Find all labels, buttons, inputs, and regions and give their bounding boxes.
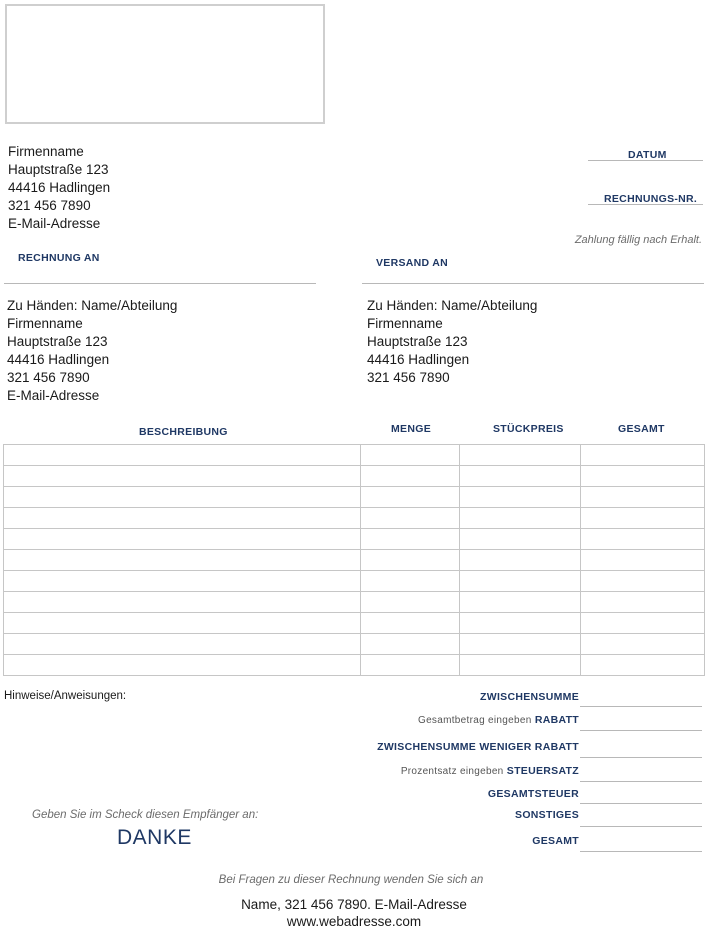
item-cell-quantity[interactable] bbox=[361, 466, 460, 487]
other-label: SONSTIGES bbox=[515, 809, 579, 821]
sender-city: 44416 Hadlingen bbox=[8, 180, 111, 195]
table-row bbox=[4, 592, 705, 613]
item-cell-unit-price[interactable] bbox=[460, 655, 581, 676]
subtotal-label: ZWISCHENSUMME bbox=[480, 691, 579, 703]
column-header-quantity: MENGE bbox=[391, 423, 432, 435]
item-cell-total[interactable] bbox=[581, 571, 705, 592]
logo-placeholder bbox=[5, 4, 325, 124]
subtotal-field-line[interactable] bbox=[580, 706, 702, 707]
subtotal-less-discount-field-line[interactable] bbox=[580, 757, 702, 758]
item-cell-quantity[interactable] bbox=[361, 550, 460, 571]
item-cell-total[interactable] bbox=[581, 529, 705, 550]
table-row bbox=[4, 529, 705, 550]
bill-to-heading: RECHNUNG AN bbox=[18, 252, 100, 264]
item-cell-quantity[interactable] bbox=[361, 487, 460, 508]
bill-to-address bbox=[7, 297, 177, 405]
ship-to-attention: Zu Händen: Name/Abteilung bbox=[367, 298, 538, 313]
items-table bbox=[3, 444, 705, 676]
discount-hint: Gesamtbetrag eingeben bbox=[417, 715, 532, 726]
item-cell-quantity[interactable] bbox=[361, 571, 460, 592]
table-row bbox=[4, 571, 705, 592]
item-cell-description[interactable] bbox=[4, 655, 361, 676]
item-cell-total[interactable] bbox=[581, 613, 705, 634]
item-cell-description[interactable] bbox=[4, 613, 361, 634]
notes-label: Hinweise/Anweisungen: bbox=[4, 690, 127, 702]
item-cell-description[interactable] bbox=[4, 592, 361, 613]
item-cell-total[interactable] bbox=[581, 655, 705, 676]
subtotal-less-discount-label: ZWISCHENSUMME WENIGER RABATT bbox=[377, 741, 579, 753]
table-row bbox=[4, 550, 705, 571]
footer-website[interactable]: www.webadresse.com bbox=[286, 914, 422, 929]
item-cell-unit-price[interactable] bbox=[460, 571, 581, 592]
bill-to-email: E-Mail-Adresse bbox=[7, 388, 100, 403]
item-cell-unit-price[interactable] bbox=[460, 592, 581, 613]
item-cell-unit-price[interactable] bbox=[460, 634, 581, 655]
ship-to-city: 44416 Hadlingen bbox=[367, 352, 470, 367]
table-row bbox=[4, 466, 705, 487]
discount-row bbox=[418, 714, 579, 726]
invoice-number-label: RECHNUNGS-NR. bbox=[604, 193, 698, 205]
item-cell-quantity[interactable] bbox=[361, 445, 460, 466]
ship-to-heading: VERSAND AN bbox=[376, 257, 449, 269]
tax-rate-label: STEUERSATZ bbox=[506, 765, 579, 777]
item-cell-quantity[interactable] bbox=[361, 655, 460, 676]
grand-total-field-line[interactable] bbox=[580, 851, 702, 852]
item-cell-description[interactable] bbox=[4, 550, 361, 571]
table-row bbox=[4, 508, 705, 529]
column-header-total: GESAMT bbox=[618, 423, 665, 435]
item-cell-description[interactable] bbox=[4, 571, 361, 592]
table-row bbox=[4, 445, 705, 466]
bill-to-company: Firmenname bbox=[7, 316, 83, 331]
invoice-number-field-line[interactable] bbox=[588, 204, 703, 205]
date-label: DATUM bbox=[628, 149, 667, 161]
discount-label: RABATT bbox=[534, 714, 579, 726]
bill-to-divider bbox=[4, 283, 316, 284]
item-cell-total[interactable] bbox=[581, 445, 705, 466]
bill-to-city: 44416 Hadlingen bbox=[7, 352, 110, 367]
item-cell-unit-price[interactable] bbox=[460, 508, 581, 529]
ship-to-address bbox=[367, 297, 537, 387]
payment-terms: Zahlung fällig nach Erhalt. bbox=[574, 234, 702, 246]
item-cell-unit-price[interactable] bbox=[460, 550, 581, 571]
column-header-unit-price: STÜCKPREIS bbox=[493, 423, 564, 435]
sender-phone: 321 456 7890 bbox=[8, 198, 91, 213]
item-cell-description[interactable] bbox=[4, 529, 361, 550]
item-cell-quantity[interactable] bbox=[361, 529, 460, 550]
table-row bbox=[4, 613, 705, 634]
table-row bbox=[4, 487, 705, 508]
other-field-line[interactable] bbox=[580, 826, 702, 827]
item-cell-total[interactable] bbox=[581, 508, 705, 529]
item-cell-description[interactable] bbox=[4, 487, 361, 508]
item-cell-description[interactable] bbox=[4, 466, 361, 487]
discount-field-line[interactable] bbox=[580, 730, 702, 731]
item-cell-total[interactable] bbox=[581, 592, 705, 613]
item-cell-unit-price[interactable] bbox=[460, 613, 581, 634]
item-cell-total[interactable] bbox=[581, 487, 705, 508]
item-cell-description[interactable] bbox=[4, 445, 361, 466]
table-row bbox=[4, 634, 705, 655]
tax-rate-field-line[interactable] bbox=[580, 781, 702, 782]
bill-to-phone: 321 456 7890 bbox=[7, 370, 90, 385]
item-cell-quantity[interactable] bbox=[361, 508, 460, 529]
total-tax-label: GESAMTSTEUER bbox=[487, 788, 579, 800]
footer-question: Bei Fragen zu dieser Rechnung wenden Sie sich an bbox=[218, 874, 484, 886]
item-cell-description[interactable] bbox=[4, 634, 361, 655]
item-cell-unit-price[interactable] bbox=[460, 487, 581, 508]
item-cell-unit-price[interactable] bbox=[460, 466, 581, 487]
tax-rate-row bbox=[401, 765, 579, 777]
payee-note: Geben Sie im Scheck diesen Empfänger an: bbox=[32, 809, 259, 821]
ship-to-divider bbox=[362, 283, 704, 284]
item-cell-unit-price[interactable] bbox=[460, 529, 581, 550]
item-cell-total[interactable] bbox=[581, 634, 705, 655]
sender-address bbox=[8, 143, 110, 233]
thanks-text: DANKE bbox=[117, 826, 192, 849]
date-field-line[interactable] bbox=[588, 160, 703, 161]
bill-to-street: Hauptstraße 123 bbox=[7, 334, 108, 349]
sender-email: E-Mail-Adresse bbox=[8, 216, 101, 231]
sender-street: Hauptstraße 123 bbox=[8, 162, 109, 177]
bill-to-attention: Zu Händen: Name/Abteilung bbox=[7, 298, 178, 313]
item-cell-quantity[interactable] bbox=[361, 592, 460, 613]
table-row bbox=[4, 655, 705, 676]
ship-to-phone: 321 456 7890 bbox=[367, 370, 450, 385]
item-cell-quantity[interactable] bbox=[361, 613, 460, 634]
total-tax-field-line[interactable] bbox=[580, 803, 702, 804]
footer-contact: Name, 321 456 7890. E-Mail-Adresse bbox=[241, 897, 467, 912]
item-cell-unit-price[interactable] bbox=[460, 445, 581, 466]
grand-total-label: GESAMT bbox=[532, 835, 579, 847]
item-cell-total[interactable] bbox=[581, 466, 705, 487]
item-cell-total[interactable] bbox=[581, 550, 705, 571]
ship-to-street: Hauptstraße 123 bbox=[367, 334, 468, 349]
column-header-description: BESCHREIBUNG bbox=[139, 426, 228, 438]
tax-rate-hint: Prozentsatz eingeben bbox=[400, 766, 504, 777]
item-cell-description[interactable] bbox=[4, 508, 361, 529]
sender-company: Firmenname bbox=[8, 144, 84, 159]
ship-to-company: Firmenname bbox=[367, 316, 443, 331]
item-cell-quantity[interactable] bbox=[361, 634, 460, 655]
